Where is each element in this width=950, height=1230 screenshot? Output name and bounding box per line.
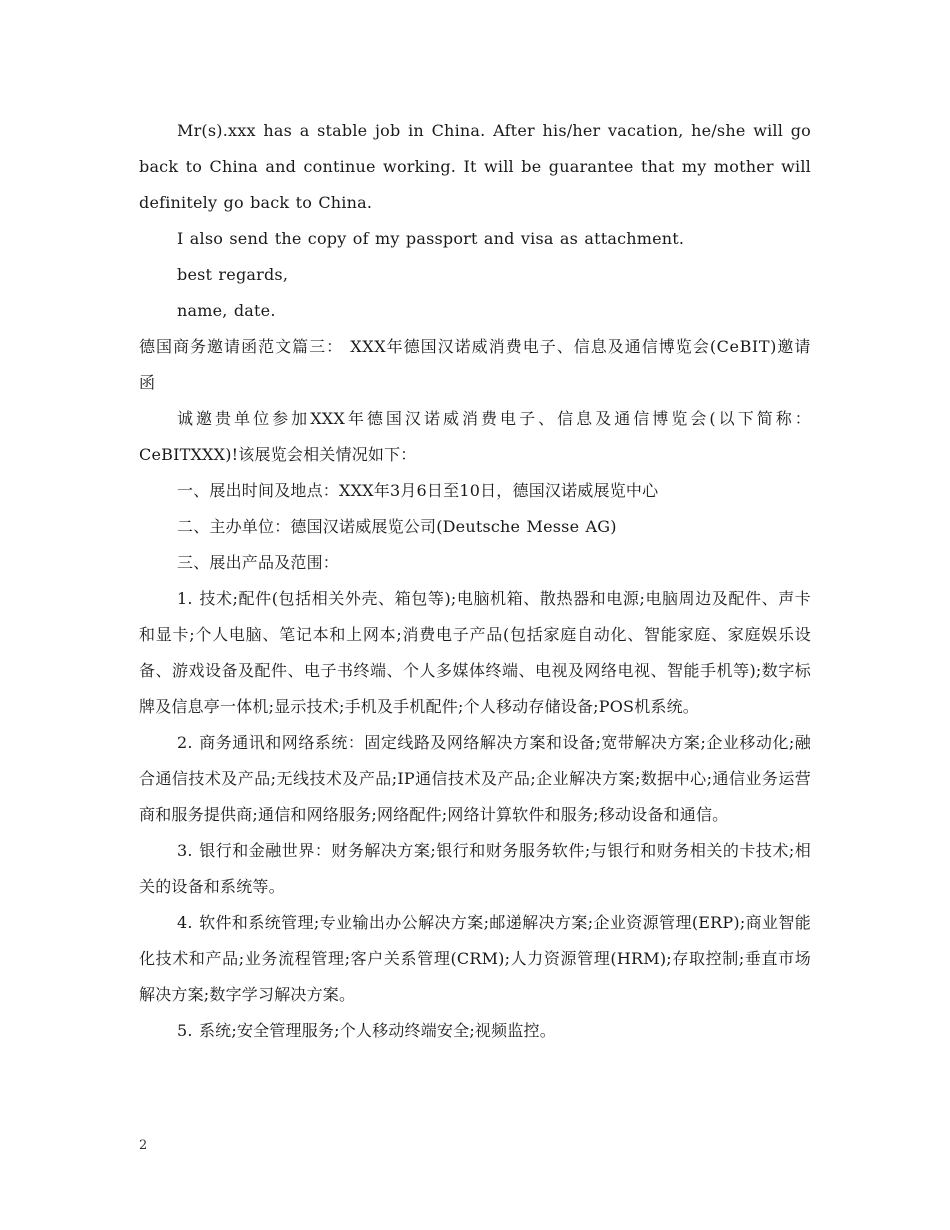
paragraph: 二、主办单位：德国汉诺威展览公司(Deutsche Messe AG) [177, 517, 617, 536]
paragraph: 诚邀贵单位参加XXX年德国汉诺威消费电子、信息及通信博览会(以下简称：CeBITXXX)!该展览会相关情况如下： [139, 409, 811, 464]
paragraph: I also send the copy of my passport and visa as attachment. [177, 229, 685, 248]
list-item: 4. 软件和系统管理;专业输出办公解决方案;邮递解决方案;企业资源管理(ERP);商业智能化技术和产品;业务流程管理;客户关系管理(CRM);人力资源管理(HRM);存取控制;垂直市场解决方案;数字学习解决方案。 [139, 913, 811, 1004]
list-item: 2. 商务通讯和网络系统：固定线路及网络解决方案和设备;宽带解决方案;企业移动化;融合通信技术及产品;无线技术及产品;IP通信技术及产品;企业解决方案;数据中心;通信业务运营商和服务提供商;通信和网络服务;网络配件;网络计算软件和服务;移动设备和通信。 [139, 733, 811, 824]
list-item: 5. 系统;安全管理服务;个人移动终端安全;视频监控。 [177, 1021, 556, 1040]
paragraph: best regards, [177, 265, 289, 284]
list-item: 3. 银行和金融世界：财务解决方案;银行和财务服务软件;与银行和财务相关的卡技术;相关的设备和系统等。 [139, 841, 811, 896]
paragraph: name, date. [177, 301, 276, 320]
page-number: 2 [139, 1138, 148, 1153]
paragraph: 一、展出时间及地点：XXX年3月6日至10日，德国汉诺威展览中心 [177, 481, 659, 500]
list-item: 1. 技术;配件(包括相关外壳、箱包等);电脑机箱、散热器和电源;电脑周边及配件、声卡和显卡;个人电脑、笔记本和上网本;消费电子产品(包括家庭自动化、智能家庭、家庭娱乐设备、游戏设备及配件、电子书终端、个人多媒体终端、电视及网络电视、智能手机等);数字标牌及信息亭一体机;显示技术;手机及手机配件;个人移动存储设备;POS机系统。 [139, 589, 811, 716]
paragraph: Mr(s).xxx has a stable job in China. After his/her vacation, he/she will go back to China and continue working. It will be guarantee that my mother will definitely go back to China. [139, 121, 811, 212]
document-body [139, 113, 811, 1049]
section-heading: 德国商务邀请函范文篇三： XXX年德国汉诺威消费电子、信息及通信博览会(CeBIT)邀请函 [139, 337, 811, 392]
paragraph: 三、展出产品及范围： [177, 553, 340, 572]
